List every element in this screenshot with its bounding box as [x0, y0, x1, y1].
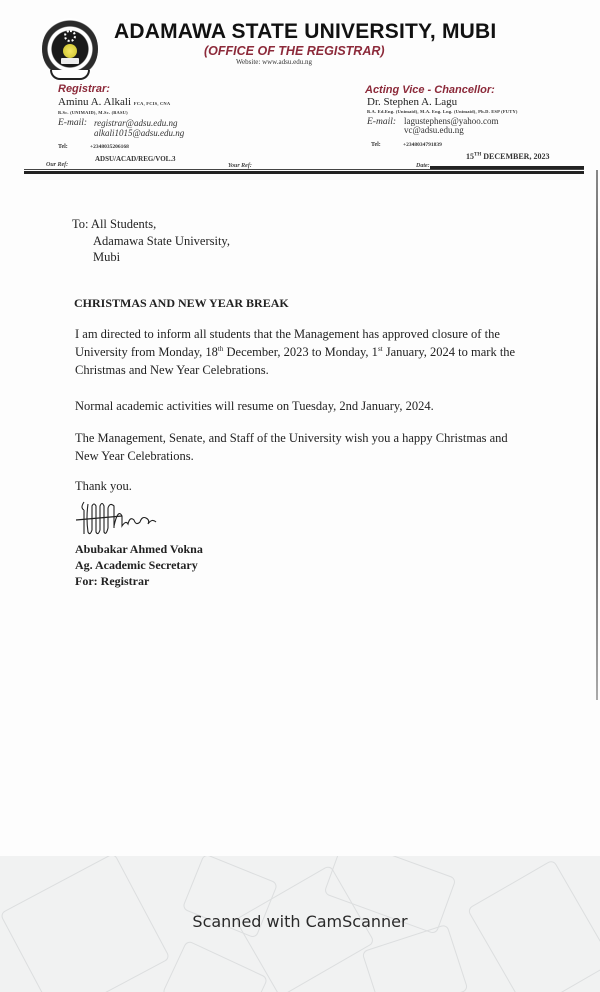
registrar-email-label: E-mail: — [58, 118, 88, 128]
registrar-name-text: Aminu A. Alkali — [58, 96, 132, 108]
signatory-name: Abubakar Ahmed Vokna — [75, 542, 203, 556]
signature-image — [74, 498, 194, 538]
date-label: Date: — [416, 163, 430, 169]
registrar-name — [58, 96, 170, 108]
date-suffix: TH — [474, 152, 482, 158]
closure-text-b: December, 2023 to Monday, 1 — [223, 345, 378, 359]
university-title: ADAMAWA STATE UNIVERSITY, MUBI — [114, 20, 497, 43]
closure-sup-a: th — [217, 344, 224, 353]
signatory-title: Ag. Academic Secretary — [75, 558, 198, 572]
recipient-address-1: Adamawa State University, — [93, 234, 230, 248]
your-ref-label: Your Ref: — [228, 163, 252, 169]
letter-date — [466, 152, 549, 161]
paragraph-resumption: Normal academic activities will resume on Tuesday, 2nd January, 2024. — [75, 399, 434, 413]
date-day: 15 — [466, 152, 474, 161]
paragraph-closure-line-2 — [75, 343, 580, 361]
vc-name: Dr. Stephen A. Lagu — [367, 96, 458, 108]
paragraph-wishes-line-1: The Management, Senate, and Staff of the University wish you a happy Christmas and — [75, 431, 508, 445]
recipient-address-2: Mubi — [93, 250, 121, 264]
header-rule-thin — [24, 169, 584, 170]
paragraph-wishes — [75, 429, 580, 465]
header-rule-thick — [24, 171, 584, 174]
registrar-qualifications: B.Sc. (UNIMAID), M.Sc. (BASU) — [58, 110, 128, 115]
registrar-email-2: alkali1015@adsu.edu.ng — [94, 128, 185, 138]
page-edge-shadow — [596, 170, 598, 700]
cog-emblem — [64, 30, 76, 42]
letter-subject: CHRISTMAS AND NEW YEAR BREAK — [74, 296, 289, 310]
registrar-name-suffix: FCA, FCIS, CNA — [133, 101, 171, 106]
closing-line: Thank you. — [75, 479, 132, 493]
recipient-line: To: All Students, — [72, 217, 157, 231]
paragraph-closure — [75, 325, 580, 379]
our-ref-label: Our Ref: — [46, 162, 69, 168]
crest-ribbon — [50, 70, 90, 80]
office-subtitle: (OFFICE OF THE REGISTRAR) — [204, 44, 385, 58]
vc-tel: +2348034791839 — [403, 142, 442, 148]
sun-emblem — [63, 44, 77, 58]
camscanner-footer — [0, 856, 600, 992]
closure-text-c: January, 2024 to mark the — [382, 345, 516, 359]
registrar-email-1: registrar@adsu.edu.ng — [94, 118, 178, 128]
paragraph-wishes-line-2: New Year Celebrations. — [75, 449, 194, 463]
vc-qualifications: B.A. Ed.Eng. (Unimaid), M.A. Eng. Lng. (Unimaid), Ph.D. ESP (FUTY) — [367, 109, 518, 114]
website-line: Website: www.adsu.edu.ng — [236, 58, 312, 66]
registrar-label: Registrar: — [58, 83, 110, 95]
closure-text-a: University from Monday, 18 — [75, 345, 218, 359]
book-emblem — [61, 58, 79, 64]
university-crest-icon — [42, 18, 98, 80]
vc-email-label: E-mail: — [367, 117, 397, 127]
paragraph-closure-line-3: Christmas and New Year Celebrations. — [75, 363, 269, 377]
signatory-for: For: Registrar — [75, 574, 150, 588]
our-ref-value: ADSU/ACAD/REG/VOL.3 — [95, 155, 176, 163]
vc-email-1: lagustephens@yahoo.com — [404, 116, 499, 126]
vc-label: Acting Vice - Chancellor: — [365, 84, 495, 96]
vc-tel-label: Tel: — [371, 142, 381, 148]
registrar-tel: +2348035206168 — [90, 144, 129, 150]
closure-sup-b: st — [377, 344, 383, 353]
footer-deco-image-icon — [361, 924, 468, 992]
date-rest: DECEMBER, 2023 — [481, 152, 550, 161]
registrar-tel-label: Tel: — [58, 144, 68, 150]
camscanner-watermark: Scanned with CamScanner — [192, 912, 408, 931]
paragraph-closure-line-1: I am directed to inform all students that the Management has approved closure of the — [75, 327, 500, 341]
vc-email-2: vc@adsu.edu.ng — [404, 125, 464, 135]
